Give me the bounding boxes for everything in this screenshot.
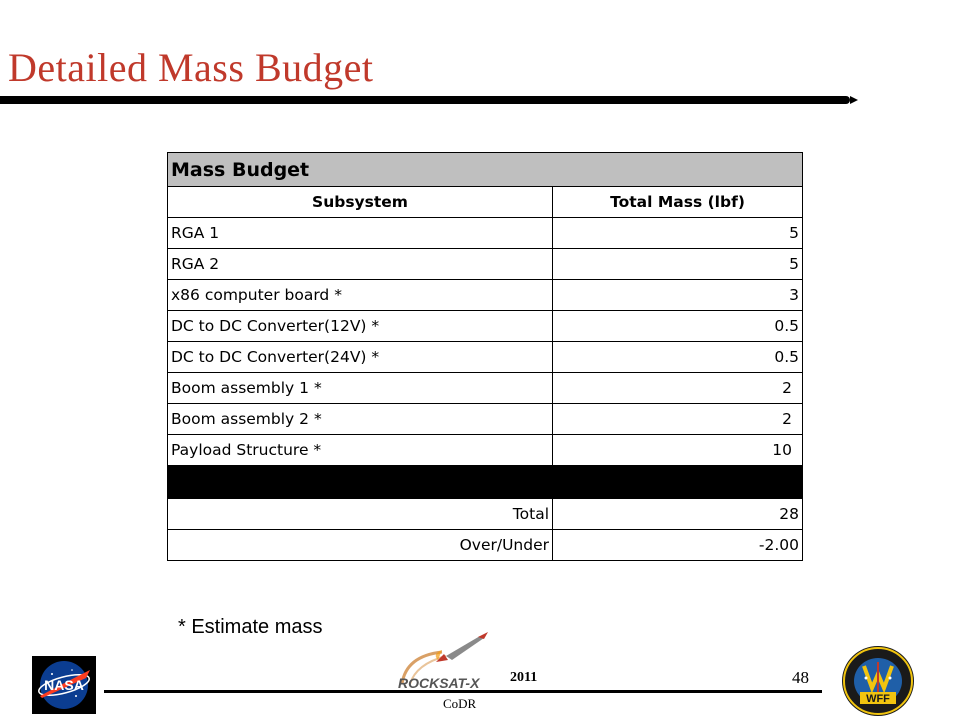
- total-value: 28: [553, 499, 803, 530]
- table-title-row: [168, 153, 803, 187]
- table-row: [168, 249, 803, 280]
- table-title: Mass Budget: [168, 153, 803, 187]
- subsystem-cell: Payload Structure *: [168, 435, 553, 466]
- subsystem-cell: DC to DC Converter(24V) *: [168, 342, 553, 373]
- rocksat-x-logo: [392, 630, 510, 692]
- nasa-meatball-icon: [32, 656, 96, 714]
- over-under-row: [168, 530, 803, 561]
- table-header-row: [168, 187, 803, 218]
- mass-cell: 5: [553, 249, 803, 280]
- subsystem-cell: Boom assembly 2 *: [168, 404, 553, 435]
- mass-cell: 5: [553, 218, 803, 249]
- mass-budget-table: [167, 152, 803, 561]
- table-row: [168, 218, 803, 249]
- mass-cell: 0.5: [553, 311, 803, 342]
- separator-cell: [168, 466, 553, 499]
- rocket-icon: [392, 630, 510, 692]
- title-underline: [0, 96, 850, 104]
- separator-cell: [553, 466, 803, 499]
- table-row: [168, 311, 803, 342]
- header-total-mass: Total Mass (lbf): [553, 187, 803, 218]
- footer-label: CoDR: [443, 696, 477, 711]
- estimate-note: * Estimate mass: [178, 616, 323, 638]
- rocksat-logo-text: ROCKSAT-X: [398, 675, 480, 691]
- slide-title: Detailed Mass Budget: [8, 45, 374, 90]
- mass-cell: 3: [553, 280, 803, 311]
- subsystem-cell: DC to DC Converter(12V) *: [168, 311, 553, 342]
- wff-logo-text: WFF: [866, 693, 890, 705]
- table-row: [168, 404, 803, 435]
- header-subsystem: Subsystem: [168, 187, 553, 218]
- total-label: Total: [168, 499, 553, 530]
- wff-patch-icon: [840, 644, 916, 718]
- total-row: [168, 499, 803, 530]
- over-under-label: Over/Under: [168, 530, 553, 561]
- mass-cell: 2: [553, 373, 803, 404]
- subsystem-cell: Boom assembly 1 *: [168, 373, 553, 404]
- subsystem-cell: RGA 2: [168, 249, 553, 280]
- subsystem-cell: RGA 1: [168, 218, 553, 249]
- wff-logo: [840, 644, 916, 718]
- table-row: [168, 342, 803, 373]
- table-row: [168, 280, 803, 311]
- nasa-logo: [32, 656, 96, 714]
- separator-row: [168, 466, 803, 499]
- mass-cell: 0.5: [553, 342, 803, 373]
- table-row: [168, 373, 803, 404]
- subsystem-cell: x86 computer board *: [168, 280, 553, 311]
- mass-cell: 2: [553, 404, 803, 435]
- table-row: [168, 435, 803, 466]
- over-under-value: -2.00: [553, 530, 803, 561]
- mass-cell: 10: [553, 435, 803, 466]
- nasa-logo-text: NASA: [44, 677, 84, 693]
- footer-year: 2011: [510, 670, 538, 685]
- slide-number: 48: [792, 668, 809, 687]
